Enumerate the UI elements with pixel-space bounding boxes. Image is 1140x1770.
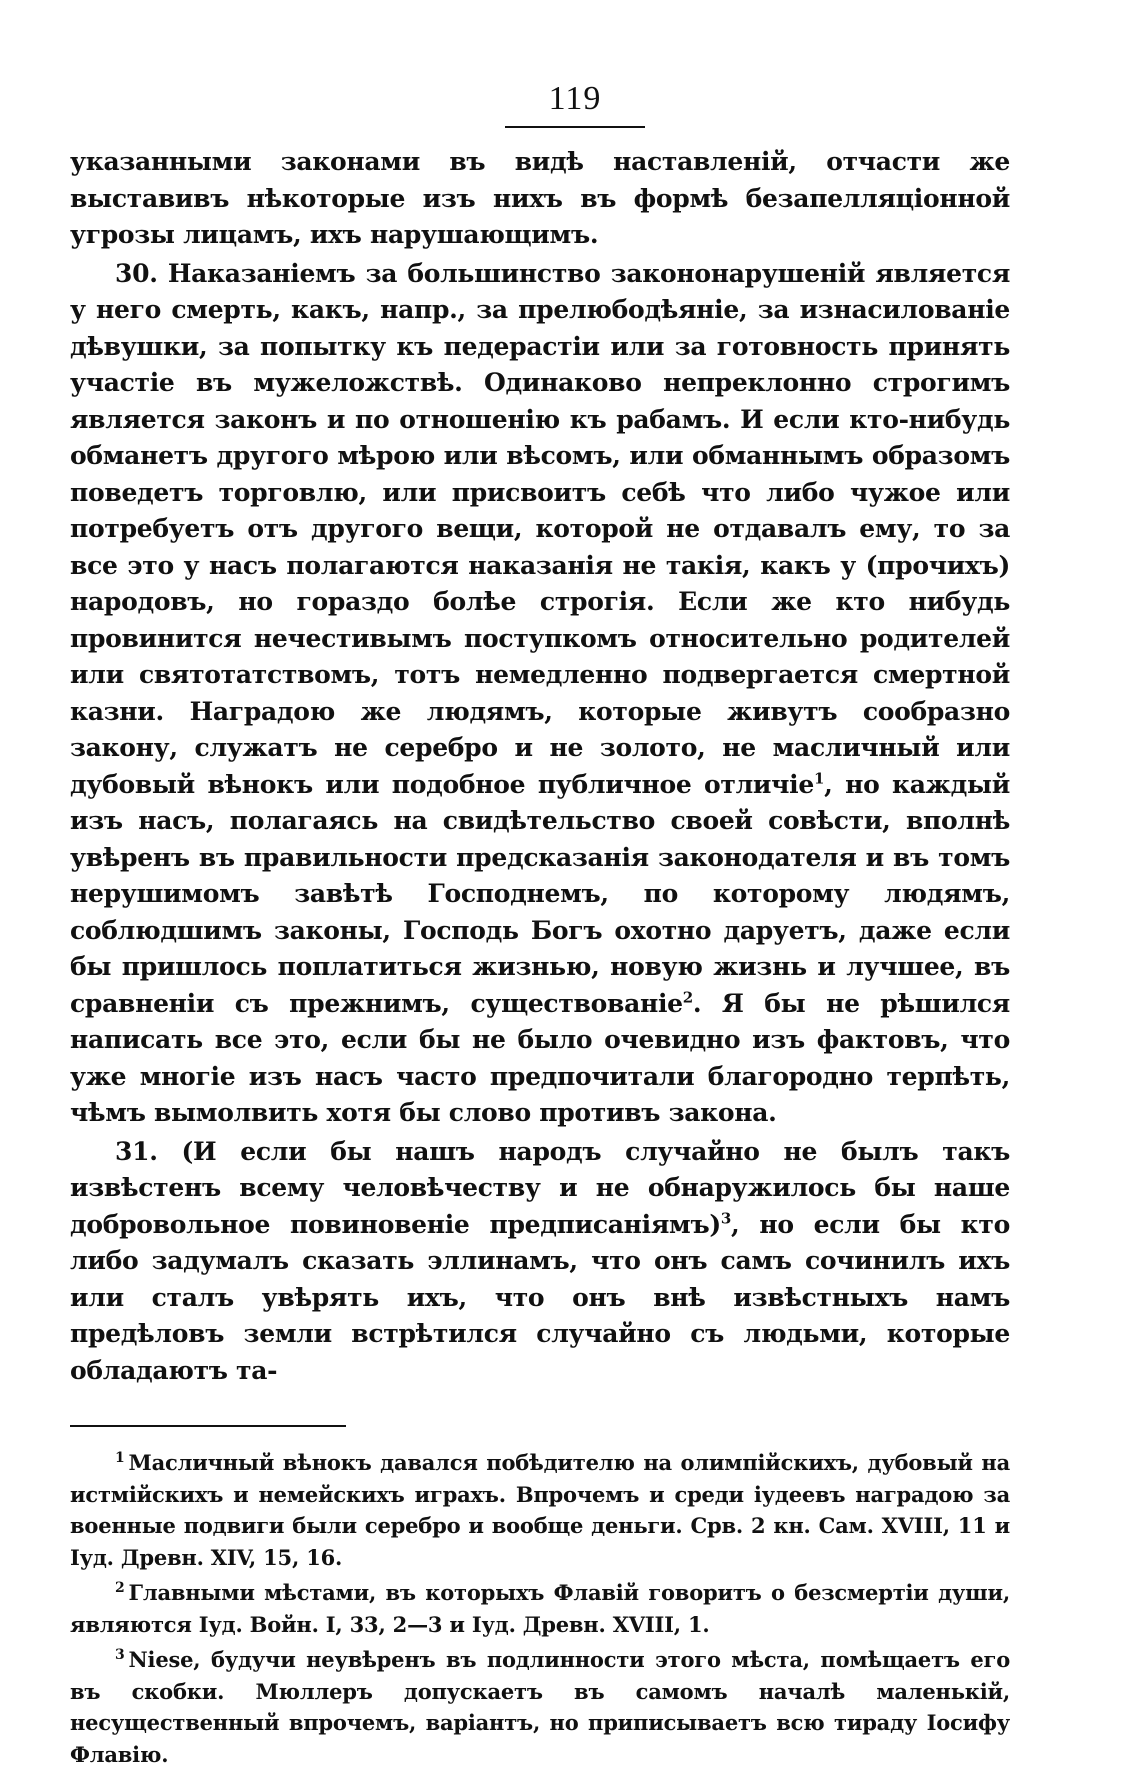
page-number: 119 xyxy=(548,80,602,117)
book-page xyxy=(70,80,1010,1770)
footnote-1 xyxy=(70,1447,1010,1573)
paragraph-continuation xyxy=(70,144,1010,254)
paragraph-text: , но каждый изъ насъ, полагаясь на свидѣтельство своей совѣсти, вполнѣ увѣренъ въ правильности предсказанія законодателя и въ томъ нерушимомъ завѣтѣ Господнемъ, по которому людямъ, соблюдшимъ законы, Господь Богъ охотно даруетъ, даже если бы пришлось поплатиться жизнью, новую жизнь и лучшее, въ сравненіи съ прежнимъ, существованіе xyxy=(70,769,1010,1018)
footnote-text: Niese, будучи неувѣренъ въ подлинности этого мѣста, помѣщаетъ его въ скобки. Мюллеръ допускаетъ въ самомъ началѣ маленькій, несущественный впрочемъ, варіантъ, но приписываетъ всю тираду Іосифу Флавію. xyxy=(70,1647,1010,1767)
footnote-mark: 3 xyxy=(115,1647,125,1663)
footnote-2 xyxy=(70,1577,1010,1640)
footnote-ref-2: 2 xyxy=(682,988,693,1007)
footnote-ref-1: 1 xyxy=(813,769,825,788)
paragraph-text: указанными законами въ видѣ наставленій, отчасти же выставивъ нѣкоторые изъ нихъ въ формѣ безапелляціонной угрозы лицамъ, ихъ нарушающимъ. xyxy=(70,147,1010,249)
footnote-ref-3: 3 xyxy=(720,1209,731,1228)
footnote-mark: 2 xyxy=(115,1580,125,1596)
footnote-mark: 1 xyxy=(115,1450,125,1466)
paragraph-text: 30. Наказаніемъ за большинство закононарушеній является у него смерть, какъ, напр., за прелюбодѣяніе, за изнасилованіе дѣвушки, за попытку къ педерастіи или за готовность принять участіе въ мужеложствѣ. Одинаково непреклонно строгимъ является законъ и по отношенію къ рабамъ. И если кто-нибудь обманетъ другого мѣрою или вѣсомъ, или обманнымъ образомъ поведетъ торговлю, или присвоитъ себѣ что либо чужое или потребуетъ отъ другого вещи, которой не отдавалъ ему, то за все это у насъ полагаются наказанія не такія, какъ у (прочихъ) народовъ, но гораздо болѣе строгія. Если же кто нибудь провинится нечестивымъ поступкомъ относительно родителей или святотатствомъ, тотъ немедленно подвергается смертной казни. Наградою же людямъ, которые живутъ сообразно закону, служатъ не серебро и не золото, не масличный или дубовый вѣнокъ или подобное публичное отличіе xyxy=(70,258,1010,799)
footnotes xyxy=(70,1447,1010,1770)
footnote-3 xyxy=(70,1644,1010,1770)
body-text xyxy=(70,144,1010,1389)
page-number-rule xyxy=(505,126,645,128)
paragraph-text: 31. (И если бы нашъ народъ случайно не былъ такъ извѣстенъ всему человѣчеству и не обнаружилось бы наше добровольное повиновеніе предписаніямъ) xyxy=(70,1136,1010,1239)
footnote-text: Главными мѣстами, въ которыхъ Флавій говоритъ о безсмертіи души, являются Іуд. Войн. I, 33, 2—3 и Іуд. Древн. XVIII, 1. xyxy=(70,1580,1010,1637)
footnote-separator xyxy=(70,1425,346,1427)
paragraph-31 xyxy=(70,1134,1010,1390)
paragraph-30 xyxy=(70,256,1010,1132)
paragraph-text: , но если бы кто либо задумалъ сказать эллинамъ, что онъ самъ сочинилъ ихъ или сталъ увѣрять ихъ, что онъ внѣ извѣстныхъ намъ предѣловъ земли встрѣтился случайно съ людьми, которые обладаютъ та- xyxy=(70,1209,1010,1385)
footnote-text: Масличный вѣнокъ давался побѣдителю на олимпійскихъ, дубовый на истмійскихъ и немейскихъ играхъ. Впрочемъ и среди іудеевъ наградою за военные подвиги были серебро и вообще деньги. Срв. 2 кн. Сам. XVIII, 11 и Іуд. Древн. XIV, 15, 16. xyxy=(70,1450,1010,1570)
paragraph-text: . Я бы не рѣшился написать все это, если бы не было очевидно изъ фактовъ, что уже многіе изъ насъ часто предпочитали благородно терпѣть, чѣмъ вымолвить хотя бы слово противъ закона. xyxy=(70,988,1010,1127)
